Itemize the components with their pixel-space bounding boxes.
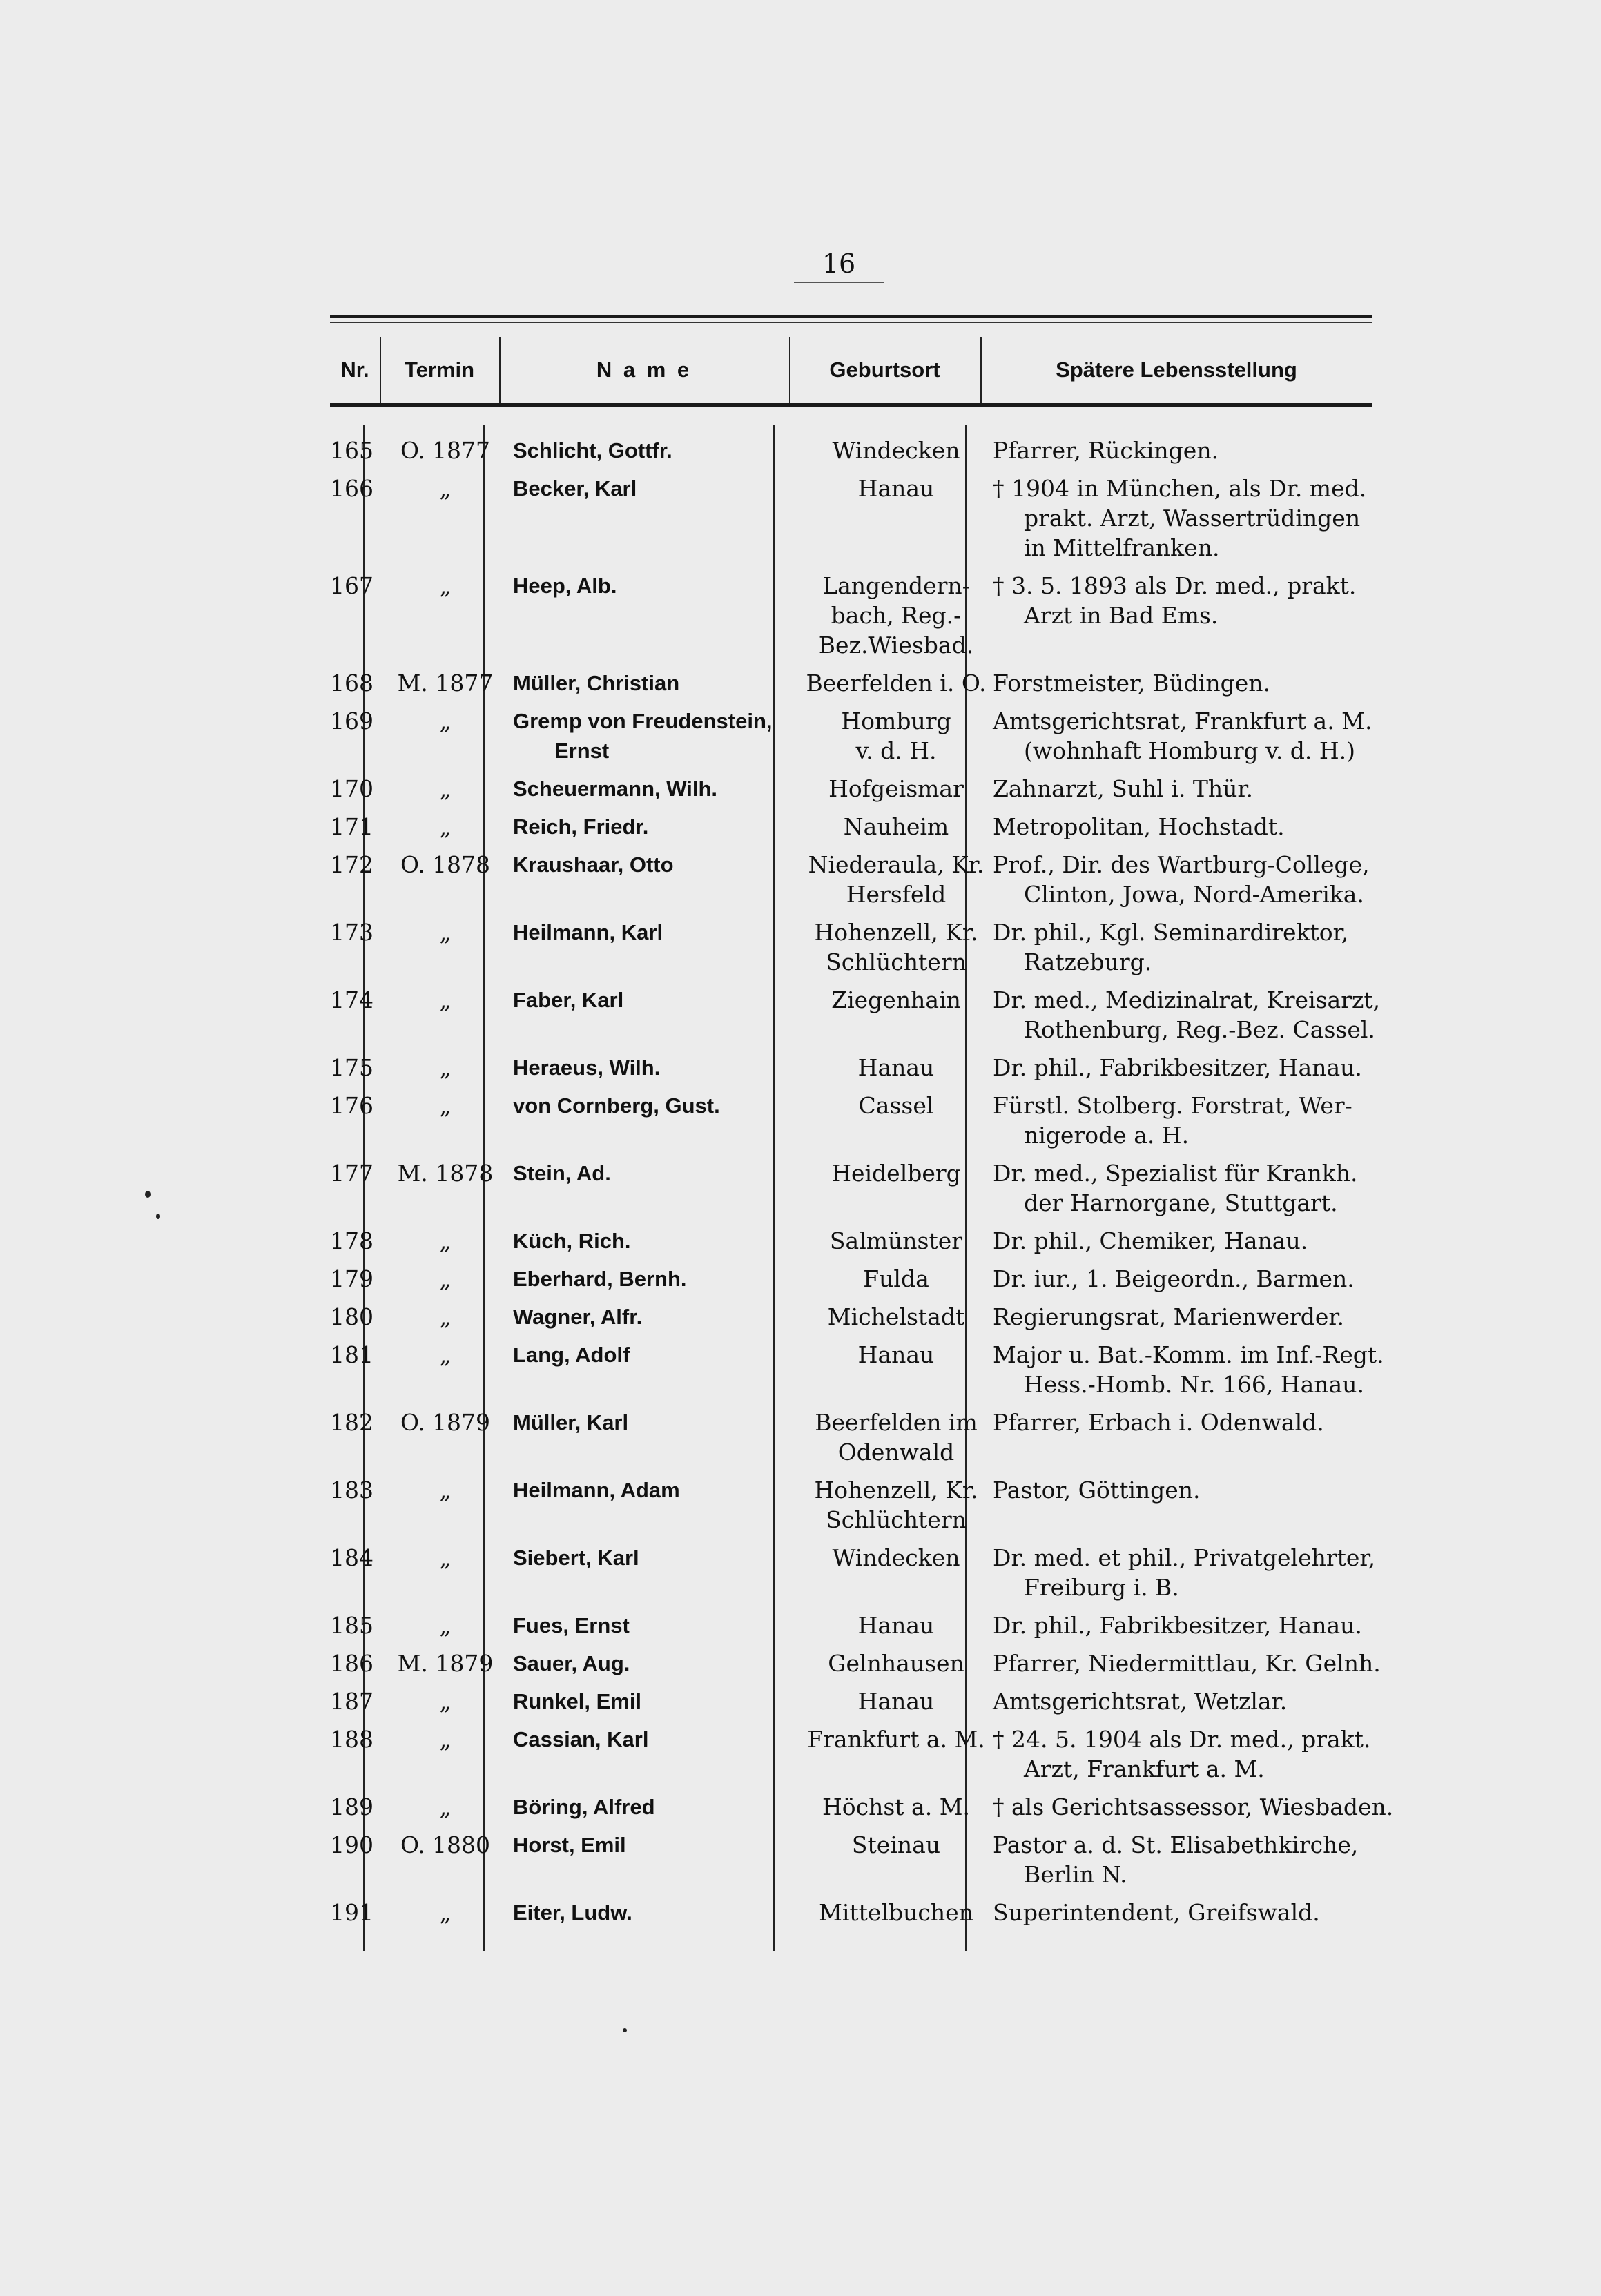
cell-geburtsort-line: Heidelberg [831,1160,961,1187]
cell-name [513,985,803,1015]
table-row [330,668,1372,706]
cell-lebensstellung-line: Metropolitan, Hochstadt. [993,813,1285,840]
cell-termin: „ [439,708,452,734]
cell-lebensstellung-line: der Harnorgane, Stuttgart. [1024,1189,1338,1216]
cell-name [513,1830,803,1860]
cell-termin: „ [439,1227,452,1254]
table-row [330,1724,1372,1792]
cell-lebensstellung-line: Ratzeburg. [1024,948,1152,975]
cell-name-line: Gremp von Freudenstein, [513,709,773,733]
cell-name [513,1091,803,1120]
cell-lebensstellung-line: Pfarrer, Niedermittlau, Kr. Gelnh. [993,1650,1381,1677]
cell-nr: 181 [330,1341,373,1368]
table-row [330,706,1372,774]
cell-termin: „ [439,775,452,802]
cell-lebensstellung-line: Dr. iur., 1. Beigeordn., Barmen. [993,1265,1355,1292]
cell-geburtsort-line: Beerfelden i. O. [806,670,987,697]
cell-termin: „ [439,1303,452,1330]
cell-name [513,1302,803,1332]
cell-name-line: Heraeus, Wilh. [513,1055,661,1080]
cell-geburtsort-line: Homburg [841,708,951,734]
cell-nr: 168 [330,670,373,697]
cell-geburtsort [799,1091,993,1120]
cell-name-line: Eberhard, Bernh. [513,1267,687,1291]
cell-nr: 191 [330,1899,373,1926]
cell-lebensstellung-line: Major u. Bat.-Komm. im Inf.-Regt. [993,1341,1384,1368]
cell-geburtsort-line: Hanau [857,1612,935,1639]
cell-nr: 172 [330,851,373,878]
cell-termin: „ [439,1688,452,1715]
cell-lebensstellung-line: Prof., Dir. des Wartburg-College, [993,851,1370,878]
cell-name-line: Runkel, Emil [513,1689,642,1713]
table-row [330,1686,1372,1724]
cell-lebensstellung-line: Dr. phil., Fabrikbesitzer, Hanau. [993,1054,1362,1081]
table-row [330,1158,1372,1226]
table-row [330,774,1372,812]
cell-name [513,1053,803,1082]
cell-name-line: Heilmann, Karl [513,920,663,944]
cell-termin: „ [439,813,452,840]
table-row [330,985,1381,1053]
cell-termin: „ [439,1899,452,1926]
cell-name [513,774,803,804]
cell-geburtsort-line: Steinau [851,1831,941,1858]
cell-name [513,668,803,698]
cell-nr: 184 [330,1544,373,1571]
table-row [330,1302,1372,1340]
cell-lebensstellung [993,1091,1379,1150]
cell-nr: 187 [330,1688,373,1715]
cell-geburtsort-line: Odenwald [837,1439,955,1466]
cell-lebensstellung [993,1302,1379,1332]
cell-termin: „ [439,1092,452,1119]
cell-name [513,1898,803,1927]
cell-termin: O. 1879 [400,1409,491,1436]
cell-geburtsort-line: Langendern- [822,572,970,599]
table-row [330,812,1372,850]
cell-lebensstellung [993,1264,1379,1294]
cell-nr: 170 [330,775,373,802]
cell-name [513,571,803,601]
cell-geburtsort [799,985,993,1015]
cell-geburtsort-line: Fulda [863,1265,929,1292]
cell-geburtsort [799,1408,993,1467]
cell-nr: 165 [330,437,373,464]
cell-lebensstellung-line: Hess.-Homb. Nr. 166, Hanau. [1024,1371,1364,1398]
cell-geburtsort-line: Salmünster [829,1227,963,1254]
cell-lebensstellung [993,1686,1379,1716]
cell-nr: 174 [330,986,373,1013]
page-number: 16 [794,249,884,283]
cell-lebensstellung [993,812,1379,841]
cell-lebensstellung-line: Amtsgerichtsrat, Frankfurt a. M. [993,708,1372,734]
cell-lebensstellung-line: Arzt in Bad Ems. [1024,602,1219,629]
cell-name [513,812,803,841]
ink-speck [145,1191,151,1198]
cell-lebensstellung-line: Dr. med., Medizinalrat, Kreisarzt, [993,986,1381,1013]
cell-lebensstellung-line: in Mittelfranken. [1024,534,1220,561]
cell-termin: „ [439,986,452,1013]
cell-name [513,1158,803,1188]
cell-name-line: Fues, Ernst [513,1613,630,1637]
cell-geburtsort-line: v. d. H. [855,737,937,764]
cell-geburtsort [799,1158,993,1188]
cell-termin: „ [439,1612,452,1639]
cell-lebensstellung-line: Dr. phil., Kgl. Seminardirektor, [993,919,1349,946]
table-body [330,436,1394,1936]
cell-termin: O. 1877 [400,437,491,464]
cell-name-line: Sauer, Aug. [513,1651,630,1675]
cell-termin: „ [439,475,452,502]
cell-name-line: Reich, Friedr. [513,815,649,839]
cell-geburtsort-line: Hanau [857,1054,935,1081]
cell-lebensstellung [993,668,1379,698]
cell-termin: „ [439,1477,452,1504]
cell-geburtsort-line: Hohenzell, Kr. [814,1477,978,1504]
cell-geburtsort-line: Cassel [858,1092,934,1119]
cell-lebensstellung-line: Rothenburg, Reg.-Bez. Cassel. [1024,1016,1375,1043]
cell-geburtsort [799,1792,993,1822]
cell-lebensstellung-line: Pfarrer, Rückingen. [993,437,1219,464]
cell-geburtsort [799,917,993,977]
cell-lebensstellung [993,850,1379,909]
cell-termin: O. 1880 [400,1831,491,1858]
cell-geburtsort-line: Gelnhausen [828,1650,964,1677]
cell-lebensstellung-line: † 3. 5. 1893 als Dr. med., prakt. [993,572,1357,599]
cell-lebensstellung [993,571,1379,630]
cell-geburtsort [799,1898,993,1927]
table-row [330,1091,1372,1158]
table-row [330,850,1372,917]
cell-nr: 185 [330,1612,373,1639]
cell-lebensstellung-line: Dr. med. et phil., Privatgelehrter, [993,1544,1376,1571]
cell-lebensstellung-line: Clinton, Jowa, Nord-Amerika. [1024,881,1364,908]
cell-geburtsort [799,1340,993,1370]
cell-lebensstellung [993,1475,1379,1505]
cell-geburtsort [799,436,993,465]
cell-lebensstellung [993,1158,1379,1218]
cell-geburtsort-line: Beerfelden im [815,1409,978,1436]
cell-geburtsort-line: Frankfurt a. M. [807,1726,985,1753]
cell-lebensstellung-line: † als Gerichtsassessor, Wiesbaden. [993,1793,1394,1820]
cell-geburtsort [799,706,993,766]
cell-lebensstellung [993,1543,1379,1602]
cell-nr: 179 [330,1265,373,1292]
cell-name [513,1340,803,1370]
cell-geburtsort-line: Schlüchtern [826,1506,967,1533]
cell-nr: 171 [330,813,373,840]
cell-lebensstellung-line: Regierungsrat, Marienwerder. [993,1303,1345,1330]
cell-nr: 169 [330,708,373,734]
cell-geburtsort-line: Windecken [832,1544,960,1571]
cell-name-line: Eiter, Ludw. [513,1900,632,1925]
cell-geburtsort-line: Ziegenhain [831,986,961,1013]
cell-lebensstellung-line: Arzt, Frankfurt a. M. [1024,1755,1265,1782]
cell-lebensstellung [993,1830,1379,1889]
cell-name-line: Stein, Ad. [513,1161,611,1185]
cell-name-line: Kraushaar, Otto [513,853,674,877]
cell-lebensstellung-line: Dr. phil., Fabrikbesitzer, Hanau. [993,1612,1362,1639]
cell-geburtsort [799,474,993,503]
cell-geburtsort [799,1053,993,1082]
table-row [330,1053,1372,1091]
cell-geburtsort [799,1226,993,1256]
cell-name-line: Böring, Alfred [513,1795,655,1819]
cell-lebensstellung [993,1724,1379,1784]
cell-name [513,1611,803,1640]
cell-name-line: Scheuermann, Wilh. [513,777,717,801]
cell-geburtsort [799,812,993,841]
cell-name-line: Horst, Emil [513,1833,626,1857]
cell-nr: 177 [330,1160,373,1187]
cell-nr: 178 [330,1227,373,1254]
header-nr: Nr. [340,358,369,382]
cell-nr: 175 [330,1054,373,1081]
cell-nr: 189 [330,1793,373,1820]
cell-nr: 173 [330,919,373,946]
cell-termin: M. 1878 [397,1160,494,1187]
cell-name-line: Wagner, Alfr. [513,1305,643,1329]
table-row [330,917,1372,985]
table-row [330,1830,1372,1898]
cell-lebensstellung [993,985,1379,1044]
cell-name [513,1543,803,1573]
cell-lebensstellung [993,1340,1384,1399]
header-lebensstellung: Spätere Lebensstellung [1056,358,1297,382]
cell-geburtsort-line: Hanau [857,475,935,502]
cell-geburtsort-line: Höchst a. M. [822,1793,970,1820]
cell-name-line: Heilmann, Adam [513,1478,680,1502]
table-row [330,1611,1372,1648]
cell-geburtsort-line: Hofgeismar [828,775,964,802]
cell-geburtsort [799,1302,993,1332]
table-row [330,571,1372,668]
cell-name-line: Müller, Christian [513,671,680,695]
table-row [330,1543,1376,1611]
cell-name-line: Heep, Alb. [513,574,617,598]
table-top-rule [330,315,1372,318]
cell-geburtsort-line: Hohenzell, Kr. [814,919,978,946]
cell-name-line: Küch, Rich. [513,1229,631,1253]
cell-termin: M. 1877 [397,670,494,697]
cell-name [513,1648,803,1678]
cell-geburtsort [799,1543,993,1573]
cell-lebensstellung-line: Pastor a. d. St. Elisabethkirche, [993,1831,1359,1858]
cell-lebensstellung-line: Pfarrer, Erbach i. Odenwald. [993,1409,1324,1436]
cell-lebensstellung-line: † 1904 in München, als Dr. med. [993,475,1367,502]
cell-name [513,1724,803,1754]
cell-termin: „ [439,1544,452,1571]
table-row [330,1264,1372,1302]
cell-name [513,1792,803,1822]
cell-lebensstellung [993,436,1379,465]
cell-geburtsort [799,668,993,698]
cell-name [513,1264,803,1294]
cell-geburtsort [799,850,993,909]
cell-name [513,850,803,879]
cell-lebensstellung-line: prakt. Arzt, Wassertrüdingen [1024,505,1361,532]
cell-geburtsort-line: Michelstadt [827,1303,965,1330]
cell-geburtsort-line: Hanau [857,1341,935,1368]
cell-geburtsort-line: Schlüchtern [826,948,967,975]
cell-termin: M. 1879 [397,1650,494,1677]
cell-lebensstellung-line: Freiburg i. B. [1024,1574,1179,1601]
cell-name [513,1475,803,1505]
table-row [330,1340,1384,1408]
header-name: N a m e [596,358,692,382]
cell-geburtsort-line: Bez.Wiesbad. [818,632,974,659]
cell-lebensstellung-line: Dr. med., Spezialist für Krankh. [993,1160,1358,1187]
cell-name-line: Müller, Karl [513,1410,629,1434]
cell-name [513,436,803,465]
cell-geburtsort [799,1686,993,1716]
cell-geburtsort-line: bach, Reg.- [831,602,962,629]
cell-lebensstellung-line: Superintendent, Greifswald. [993,1899,1320,1926]
table-row [330,1898,1372,1936]
cell-lebensstellung-line: Berlin N. [1024,1861,1127,1888]
cell-termin: „ [439,572,452,599]
cell-name-line: Faber, Karl [513,988,624,1012]
cell-lebensstellung-line: Amtsgerichtsrat, Wetzlar. [993,1688,1288,1715]
cell-geburtsort [799,1830,993,1860]
cell-geburtsort-line: Nauheim [843,813,949,840]
cell-lebensstellung [993,1611,1379,1640]
cell-name [513,1226,803,1256]
cell-geburtsort [799,571,993,660]
cell-termin: „ [439,919,452,946]
cell-lebensstellung-line: Dr. phil., Chemiker, Hanau. [993,1227,1308,1254]
cell-lebensstellung [993,917,1379,977]
cell-nr: 186 [330,1650,373,1677]
cell-geburtsort-line: Hersfeld [846,881,947,908]
cell-name [513,1408,803,1437]
cell-name [513,474,803,503]
cell-geburtsort [799,1724,993,1754]
cell-lebensstellung-line: Forstmeister, Büdingen. [993,670,1270,697]
cell-termin: „ [439,1265,452,1292]
cell-name [513,706,803,766]
cell-nr: 190 [330,1831,373,1858]
cell-termin: O. 1878 [400,851,491,878]
cell-geburtsort [799,1611,993,1640]
cell-lebensstellung [993,1792,1394,1822]
cell-name-line: Schlicht, Gottfr. [513,438,672,463]
ink-speck [156,1214,160,1219]
cell-name-line: von Cornberg, Gust. [513,1093,720,1118]
cell-lebensstellung [993,1408,1379,1437]
cell-geburtsort [799,1648,993,1678]
cell-lebensstellung-line: Zahnarzt, Suhl i. Thür. [993,775,1254,802]
cell-lebensstellung [993,1053,1379,1082]
cell-termin: „ [439,1793,452,1820]
table-row [330,1792,1394,1830]
cell-name-line: Becker, Karl [513,476,637,500]
table-header-rule [330,403,1372,407]
table-row [330,1475,1372,1543]
cell-nr: 183 [330,1477,373,1504]
cell-name-line: Lang, Adolf [513,1343,630,1367]
cell-nr: 182 [330,1409,373,1436]
cell-lebensstellung [993,1226,1379,1256]
table-row [330,474,1372,571]
cell-lebensstellung [993,1648,1379,1678]
cell-lebensstellung [993,474,1379,563]
cell-nr: 167 [330,572,373,599]
cell-termin: „ [439,1341,452,1368]
cell-name [513,917,803,947]
cell-geburtsort-line: Niederaula, Kr. [808,851,984,878]
table-row [330,436,1372,474]
cell-geburtsort-line: Mittelbuchen [819,1899,973,1926]
table-row [330,1648,1381,1686]
cell-nr: 166 [330,475,373,502]
cell-nr: 188 [330,1726,373,1753]
cell-geburtsort-line: Windecken [832,437,960,464]
table-row [330,1226,1372,1264]
cell-lebensstellung [993,1898,1379,1927]
table-row [330,1408,1372,1475]
header-termin: Termin [404,358,475,382]
cell-nr: 180 [330,1303,373,1330]
cell-lebensstellung [993,706,1379,766]
cell-geburtsort [799,1475,993,1535]
cell-name-line: Cassian, Karl [513,1727,649,1751]
cell-termin: „ [439,1726,452,1753]
register-table [330,315,1394,1978]
cell-name-line: Siebert, Karl [513,1546,639,1570]
cell-name-line: Ernst [554,739,610,763]
header-geburtsort: Geburtsort [829,358,940,382]
cell-lebensstellung [993,774,1379,804]
cell-termin: „ [439,1054,452,1081]
table-top-rule-thin [330,322,1372,323]
cell-name [513,1686,803,1716]
cell-lebensstellung-line: nigerode a. H. [1024,1122,1190,1149]
cell-geburtsort [799,774,993,804]
cell-geburtsort-line: Hanau [857,1688,935,1715]
ink-speck [623,2028,627,2032]
cell-geburtsort [799,1264,993,1294]
cell-lebensstellung-line: Fürstl. Stolberg. Forstrat, Wer- [993,1092,1352,1119]
cell-lebensstellung-line: † 24. 5. 1904 als Dr. med., prakt. [993,1726,1371,1753]
cell-lebensstellung-line: (wohnhaft Homburg v. d. H.) [1024,737,1356,764]
cell-nr: 176 [330,1092,373,1119]
cell-lebensstellung-line: Pastor, Göttingen. [993,1477,1201,1504]
